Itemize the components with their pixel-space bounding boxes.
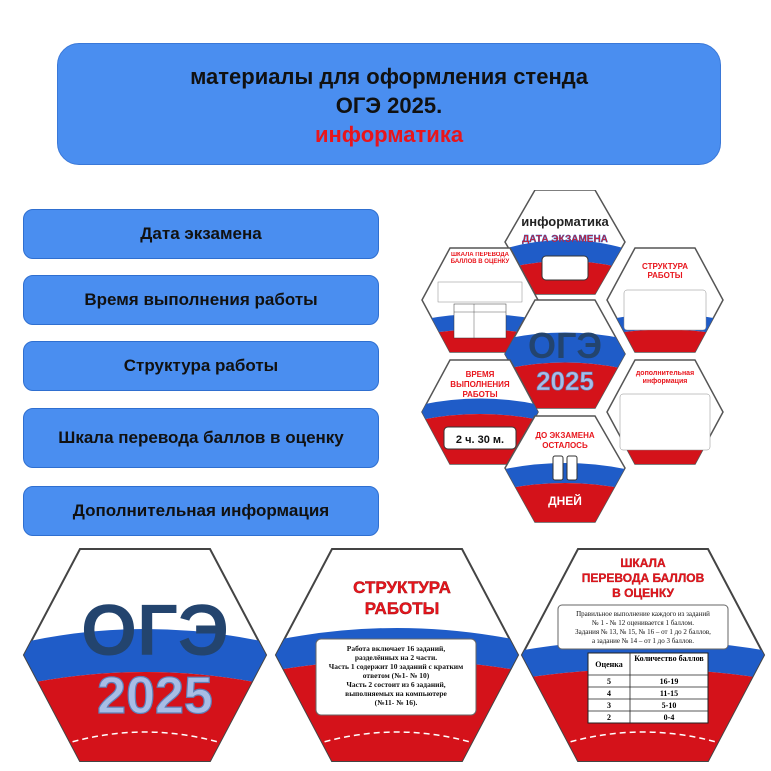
title-subject: информатика — [314, 122, 464, 147]
big-hex-logo[interactable] — [20, 545, 270, 765]
big-scale-title-2: ПЕРЕВОДА БАЛЛОВ — [581, 571, 705, 585]
big-logo-oge: ОГЭ — [80, 591, 230, 671]
scale-table — [588, 653, 708, 723]
structure-text-3: Часть 1 содержит 10 заданий с кратким — [328, 662, 464, 671]
structure-text-1: Работа включает 16 заданий, — [346, 644, 446, 653]
scale-text-2: № 1 - № 12 оценивается 1 баллом. — [592, 619, 694, 627]
hex-top-title: ДАТА ЭКЗАМЕНА — [522, 234, 608, 245]
title-line-1: материалы для оформления стенда — [190, 64, 588, 89]
hex-top-subject: информатика — [521, 214, 609, 229]
menu-button-exam-date[interactable]: Дата экзамена — [23, 209, 379, 259]
big-hex-structure[interactable] — [272, 545, 522, 765]
structure-text-4: ответом (№1- № 10) — [362, 671, 430, 680]
scale-table-cell: 16-19 — [659, 677, 679, 686]
hex-countdown-title-2: ОСТАЛОСЬ — [542, 441, 588, 450]
big-hex-scale[interactable] — [518, 545, 768, 765]
structure-text-5: Часть 2 состоит из 6 заданий, — [346, 680, 446, 689]
big-scale-title-3: В ОЦЕНКУ — [612, 586, 674, 600]
hex-center-year: 2025 — [536, 366, 594, 396]
menu-button-additional[interactable]: Дополнительная информация — [23, 486, 379, 536]
scale-table-cell: 3 — [607, 701, 611, 710]
hex-additional-title: дополнительная информация — [635, 370, 695, 385]
scale-text-4: а задание № 14 – от 1 до 3 баллов. — [592, 637, 694, 645]
hex-additional[interactable] — [605, 360, 725, 470]
big-scale-title-1: ШКАЛА — [620, 556, 666, 570]
big-structure-title-2: РАБОТЫ — [364, 599, 440, 618]
scale-table-cell: 5-10 — [661, 701, 677, 710]
scale-text-3: Задания № 13, № 15, № 16 – от 1 до 2 баллов, — [575, 628, 711, 636]
scale-table-cell: 4 — [607, 689, 611, 698]
scale-table-cell: 11-15 — [659, 689, 679, 698]
scale-text-1: Правильное выполнение каждого из заданий — [576, 610, 710, 618]
hex-countdown-title-1: ДО ЭКЗАМЕНА — [535, 431, 595, 440]
hex-structure[interactable] — [605, 248, 725, 360]
title-banner — [57, 43, 721, 165]
title-line-2: ОГЭ 2025. — [335, 93, 443, 118]
hex-countdown-days: ДНЕЙ — [548, 494, 582, 508]
scale-table-header-points: Количество баллов — [634, 654, 704, 663]
big-structure-title-1: СТРУКТУРА — [353, 578, 451, 597]
scale-table-header-grade: Оценка — [595, 660, 623, 669]
hex-time-title: ВРЕМЯ ВЫПОЛНЕНИЯ РАБОТЫ — [450, 370, 510, 399]
menu-button-scale[interactable]: Шкала перевода баллов в оценку — [23, 408, 379, 468]
hex-cluster — [420, 190, 750, 540]
menu-button-work-time[interactable]: Время выполнения работы — [23, 275, 379, 325]
date-field — [542, 256, 588, 280]
scale-table-cell: 0-4 — [663, 713, 675, 722]
menu-button-structure[interactable]: Структура работы — [23, 341, 379, 391]
structure-text-2: разделённых на 2 части. — [354, 653, 438, 662]
big-logo-year: 2025 — [97, 667, 213, 725]
hex-center-oge: ОГЭ — [527, 325, 603, 366]
structure-text-6: выполняемых на компьютере — [345, 689, 447, 698]
hex-scale-title: ШКАЛА ПЕРЕВОДА БАЛЛОВ В ОЦЕНКУ — [450, 252, 510, 265]
hex-time-value: 2 ч. 30 м. — [455, 434, 505, 446]
scale-table-cell: 5 — [607, 677, 611, 686]
hex-structure-title: СТРУКТУРА РАБОТЫ — [641, 262, 689, 280]
structure-text-7: (№11- № 16). — [374, 698, 418, 707]
scale-table-cell: 2 — [607, 713, 611, 722]
